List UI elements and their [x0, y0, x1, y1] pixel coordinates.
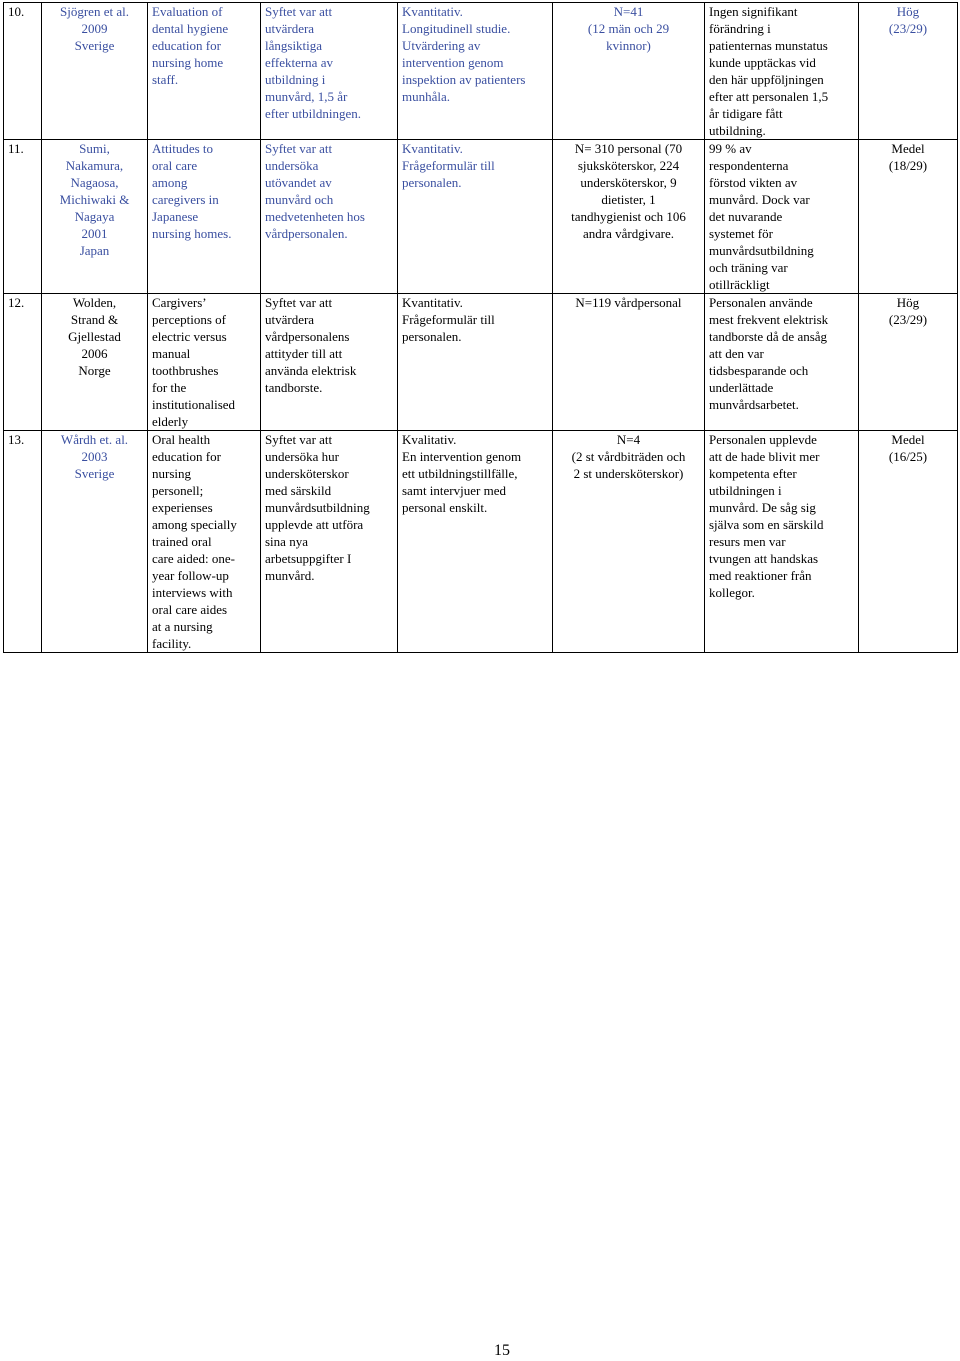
quality-cell: Medel (18/29) [859, 140, 958, 294]
aim-cell: Syftet var att undersöka hur undersköterskor med särskild munvårdsutbildning upplevde att utföra sina nya arbetsuppgifter I munvård. [261, 431, 398, 653]
table-row [4, 294, 958, 431]
author-cell: Sjögren et al. 2009 Sverige [42, 3, 148, 140]
title-cell: Oral health education for nursing personell; experienses among specially trained oral care aided: one- year follow-up interviews with oral care aides at a nursing facility. [148, 431, 261, 653]
row-number: 11. [4, 140, 42, 294]
aim-cell: Syftet var att utvärdera långsiktiga effekterna av utbildning i munvård, 1,5 år efter utbildningen. [261, 3, 398, 140]
aim-cell: Syftet var att utvärdera vårdpersonalens attityder till att använda elektrisk tandborste. [261, 294, 398, 431]
title-cell: Attitudes to oral care among caregivers in Japanese nursing homes. [148, 140, 261, 294]
author-cell: Wolden, Strand & Gjellestad 2006 Norge [42, 294, 148, 431]
result-cell: 99 % av respondenterna förstod vikten av munvård. Dock var det nuvarande systemet för munvårdsutbildning och träning var otillräckligt [705, 140, 859, 294]
sample-cell: N=4 (2 st vårdbiträden och 2 st undersköterskor) [553, 431, 705, 653]
table-row [4, 431, 958, 653]
sample-cell: N= 310 personal (70 sjuksköterskor, 224 undersköterskor, 9 dietister, 1 tandhygienist och 106 andra vårdgivare. [553, 140, 705, 294]
aim-cell: Syftet var att undersöka utövandet av munvård och medvetenheten hos vårdpersonalen. [261, 140, 398, 294]
title-cell: Evaluation of dental hygiene education for nursing home staff. [148, 3, 261, 140]
row-number: 12. [4, 294, 42, 431]
quality-cell: Hög (23/29) [859, 294, 958, 431]
article-review-table [3, 2, 958, 653]
table-row [4, 140, 958, 294]
method-cell: Kvantitativ. Longitudinell studie. Utvärdering av intervention genom inspektion av patienters munhåla. [398, 3, 553, 140]
method-cell: Kvantitativ. Frågeformulär till personalen. [398, 140, 553, 294]
sample-cell: N=119 vårdpersonal [553, 294, 705, 431]
method-cell: Kvantitativ. Frågeformulär till personalen. [398, 294, 553, 431]
method-cell: Kvalitativ. En intervention genom ett utbildningstillfälle, samt intervjuer med personal enskilt. [398, 431, 553, 653]
author-cell: Sumi, Nakamura, Nagaosa, Michiwaki & Nagaya 2001 Japan [42, 140, 148, 294]
quality-cell: Medel (16/25) [859, 431, 958, 653]
row-number: 13. [4, 431, 42, 653]
sample-cell: N=41 (12 män och 29 kvinnor) [553, 3, 705, 140]
quality-cell: Hög (23/29) [859, 3, 958, 140]
page-number: 15 [494, 1342, 510, 1359]
result-cell: Personalen upplevde att de hade blivit mer kompetenta efter utbildningen i munvård. De såg sig själva som en särskild resurs men var tvungen att handskas med reaktioner från kollegor. [705, 431, 859, 653]
row-number: 10. [4, 3, 42, 140]
author-cell: Wårdh et. al. 2003 Sverige [42, 431, 148, 653]
result-cell: Personalen använde mest frekvent elektrisk tandborste då de ansåg att den var tidsbesparande och underlättade munvårdsarbetet. [705, 294, 859, 431]
title-cell: Cargivers’ perceptions of electric versus manual toothbrushes for the institutionalised elderly [148, 294, 261, 431]
result-cell: Ingen signifikant förändring i patienternas munstatus kunde upptäckas vid den här uppföljningen efter att personalen 1,5 år tidigare fått utbildning. [705, 3, 859, 140]
table-row [4, 3, 958, 140]
